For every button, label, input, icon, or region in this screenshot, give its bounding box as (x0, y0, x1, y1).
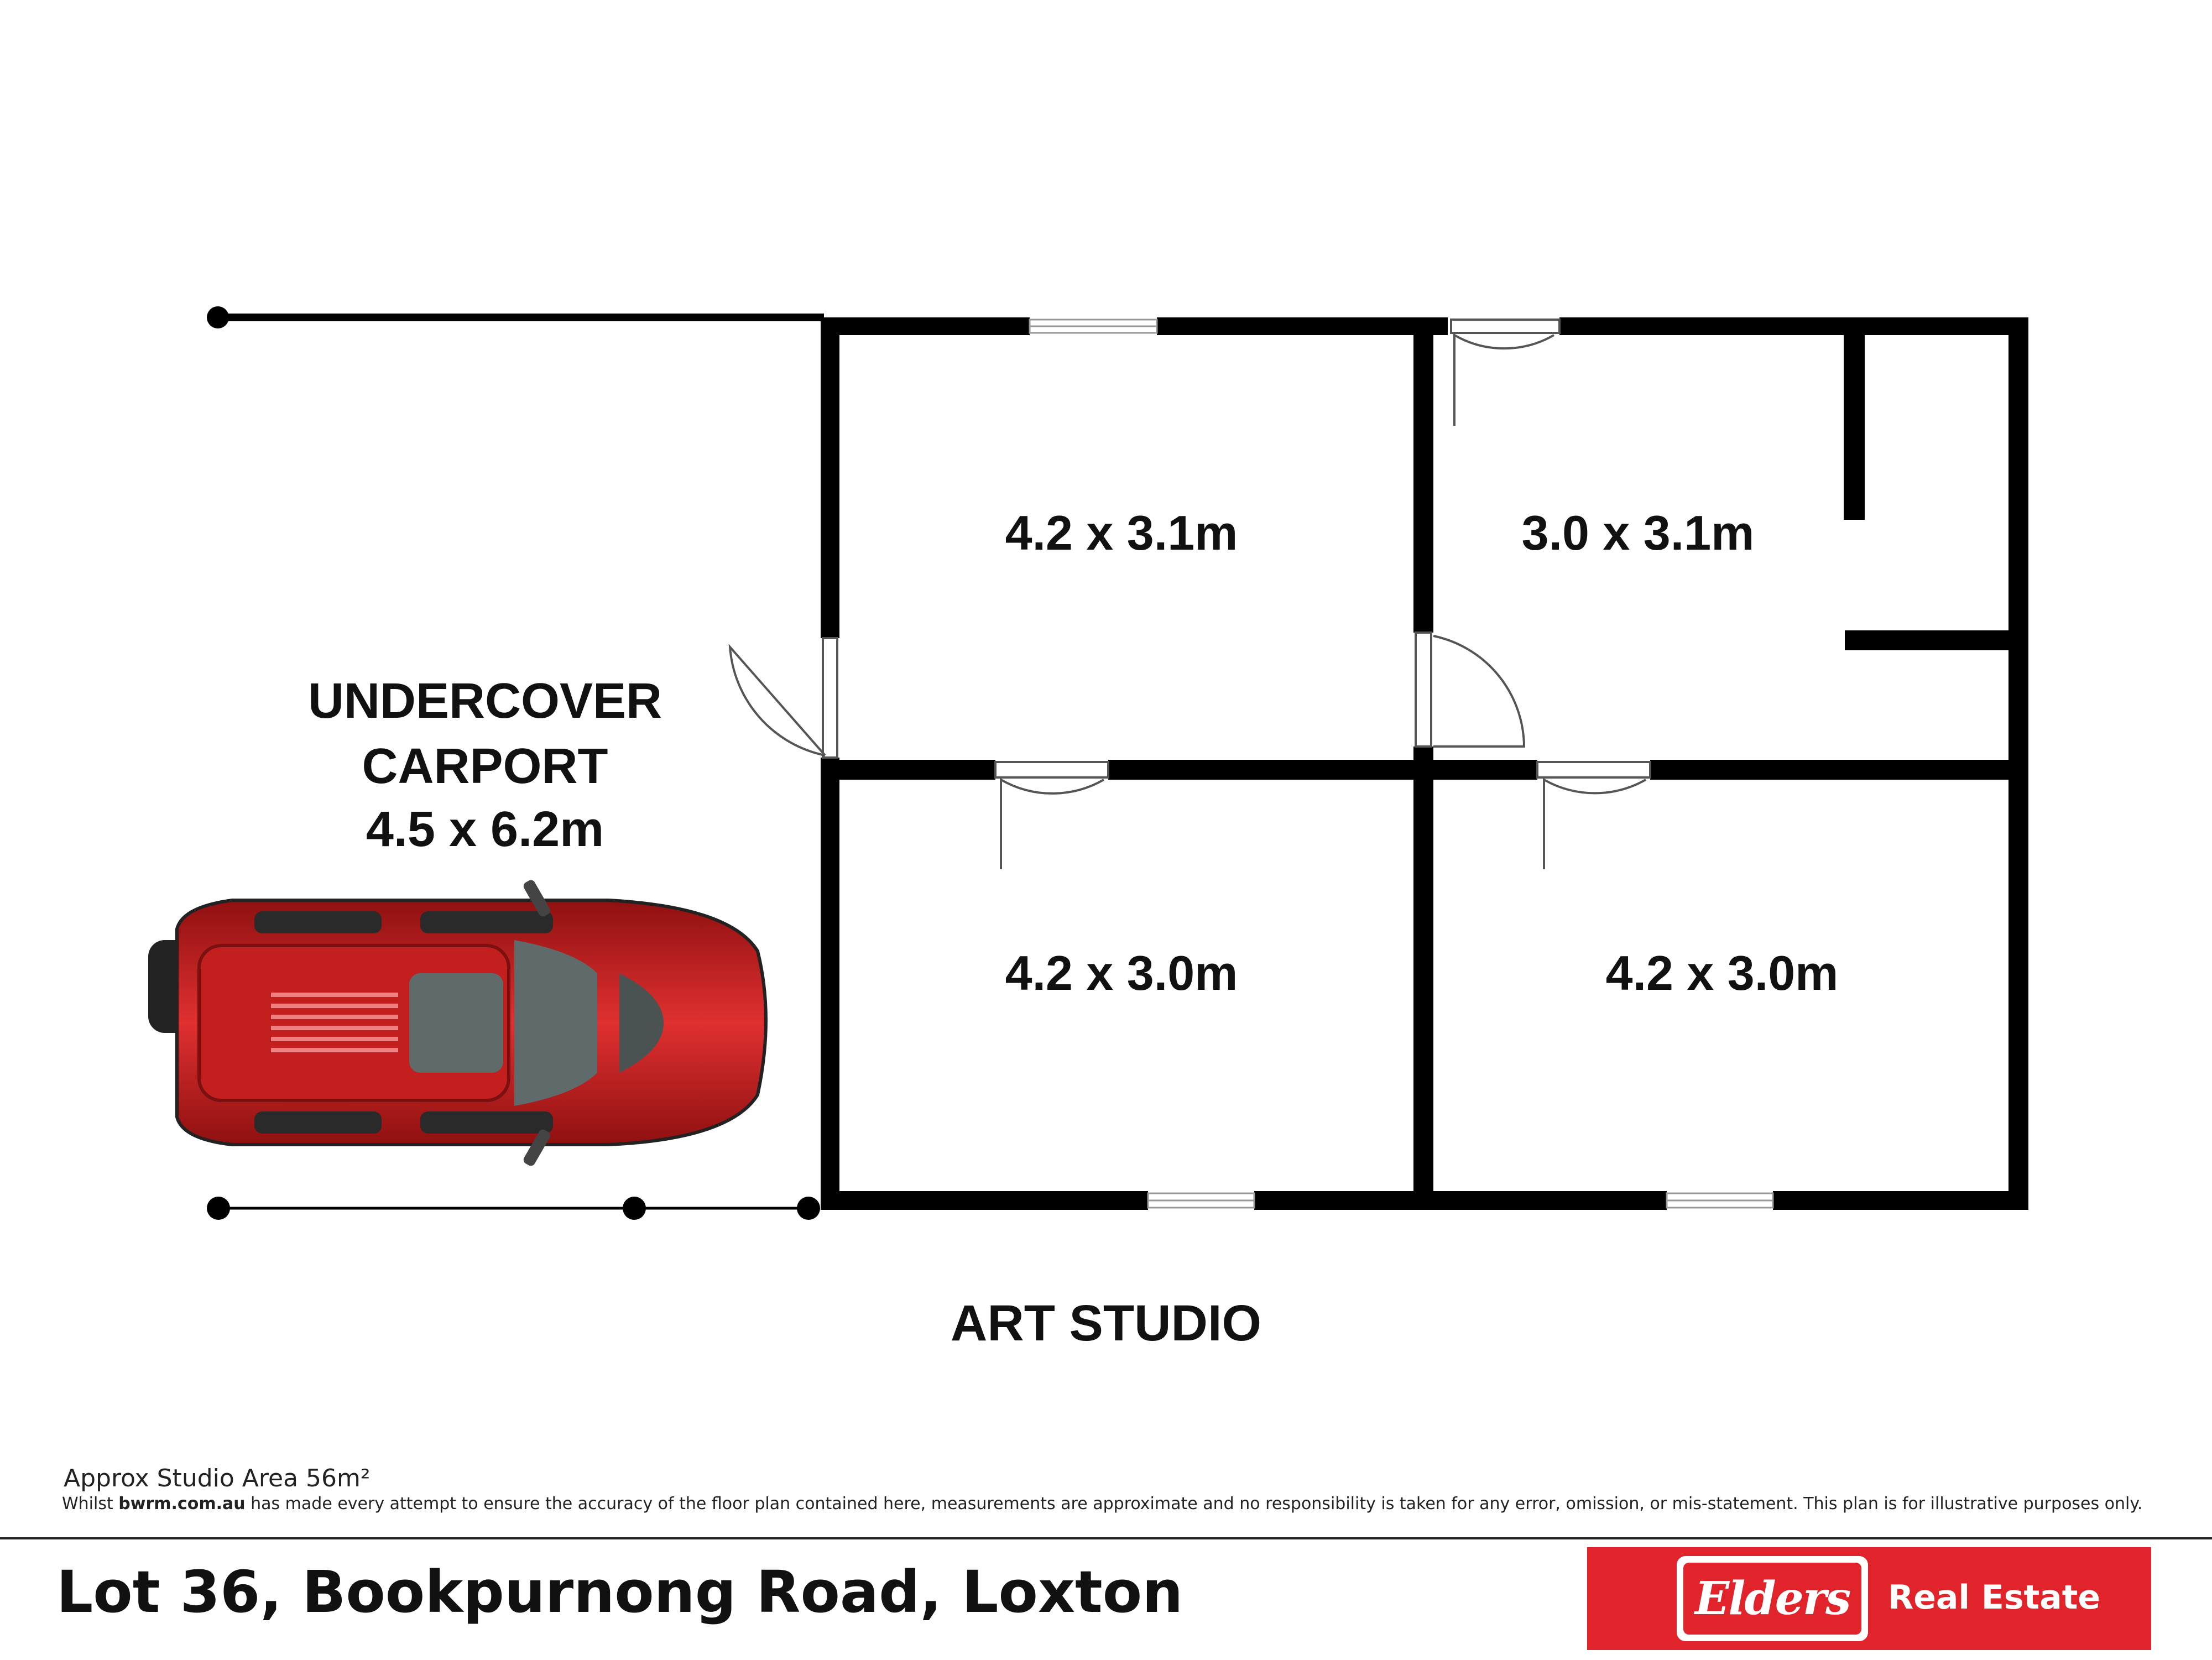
elders-brand-banner (1587, 1547, 2151, 1650)
disclaimer (62, 1494, 2142, 1513)
disclaimer-text: has made every attempt to ensure the accuracy of the floor plan contained here, measurements are approximate and no responsibility is taken for any error, omission, or mis-statement. This plan is for illustrative purposes only. (245, 1494, 2143, 1513)
disclaimer-site-link[interactable]: bwrm.com.au (118, 1494, 246, 1513)
room-label-2: 3.0 x 3.1m (1521, 505, 1755, 560)
carport-label-line3: 4.5 x 6.2m (366, 802, 604, 857)
car-icon (148, 879, 766, 1168)
footer-divider (0, 1537, 2212, 1539)
property-address: Lot 36, Bookpurnong Road, Loxton (56, 1558, 1183, 1626)
room-label-1: 4.2 x 3.1m (1005, 505, 1238, 560)
studio-title: ART STUDIO (950, 1295, 1262, 1351)
doors (730, 320, 1650, 869)
brand-tagline: Real Estate (1888, 1578, 2101, 1617)
carport-label-line2: CARPORT (362, 739, 608, 794)
studio-area-label: Approx Studio Area 56m² (64, 1464, 371, 1492)
disclaimer-prefix: Whilst (62, 1494, 119, 1513)
room-label-4: 4.2 x 3.0m (1605, 946, 1839, 1000)
elders-logo (1677, 1556, 1868, 1641)
elders-logo-inner (1683, 1563, 1861, 1635)
carport-label-line1: UNDERCOVER (307, 674, 662, 729)
room-label-3: 4.2 x 3.0m (1005, 946, 1238, 1000)
elders-logo-text: Elders (1694, 1572, 1850, 1625)
